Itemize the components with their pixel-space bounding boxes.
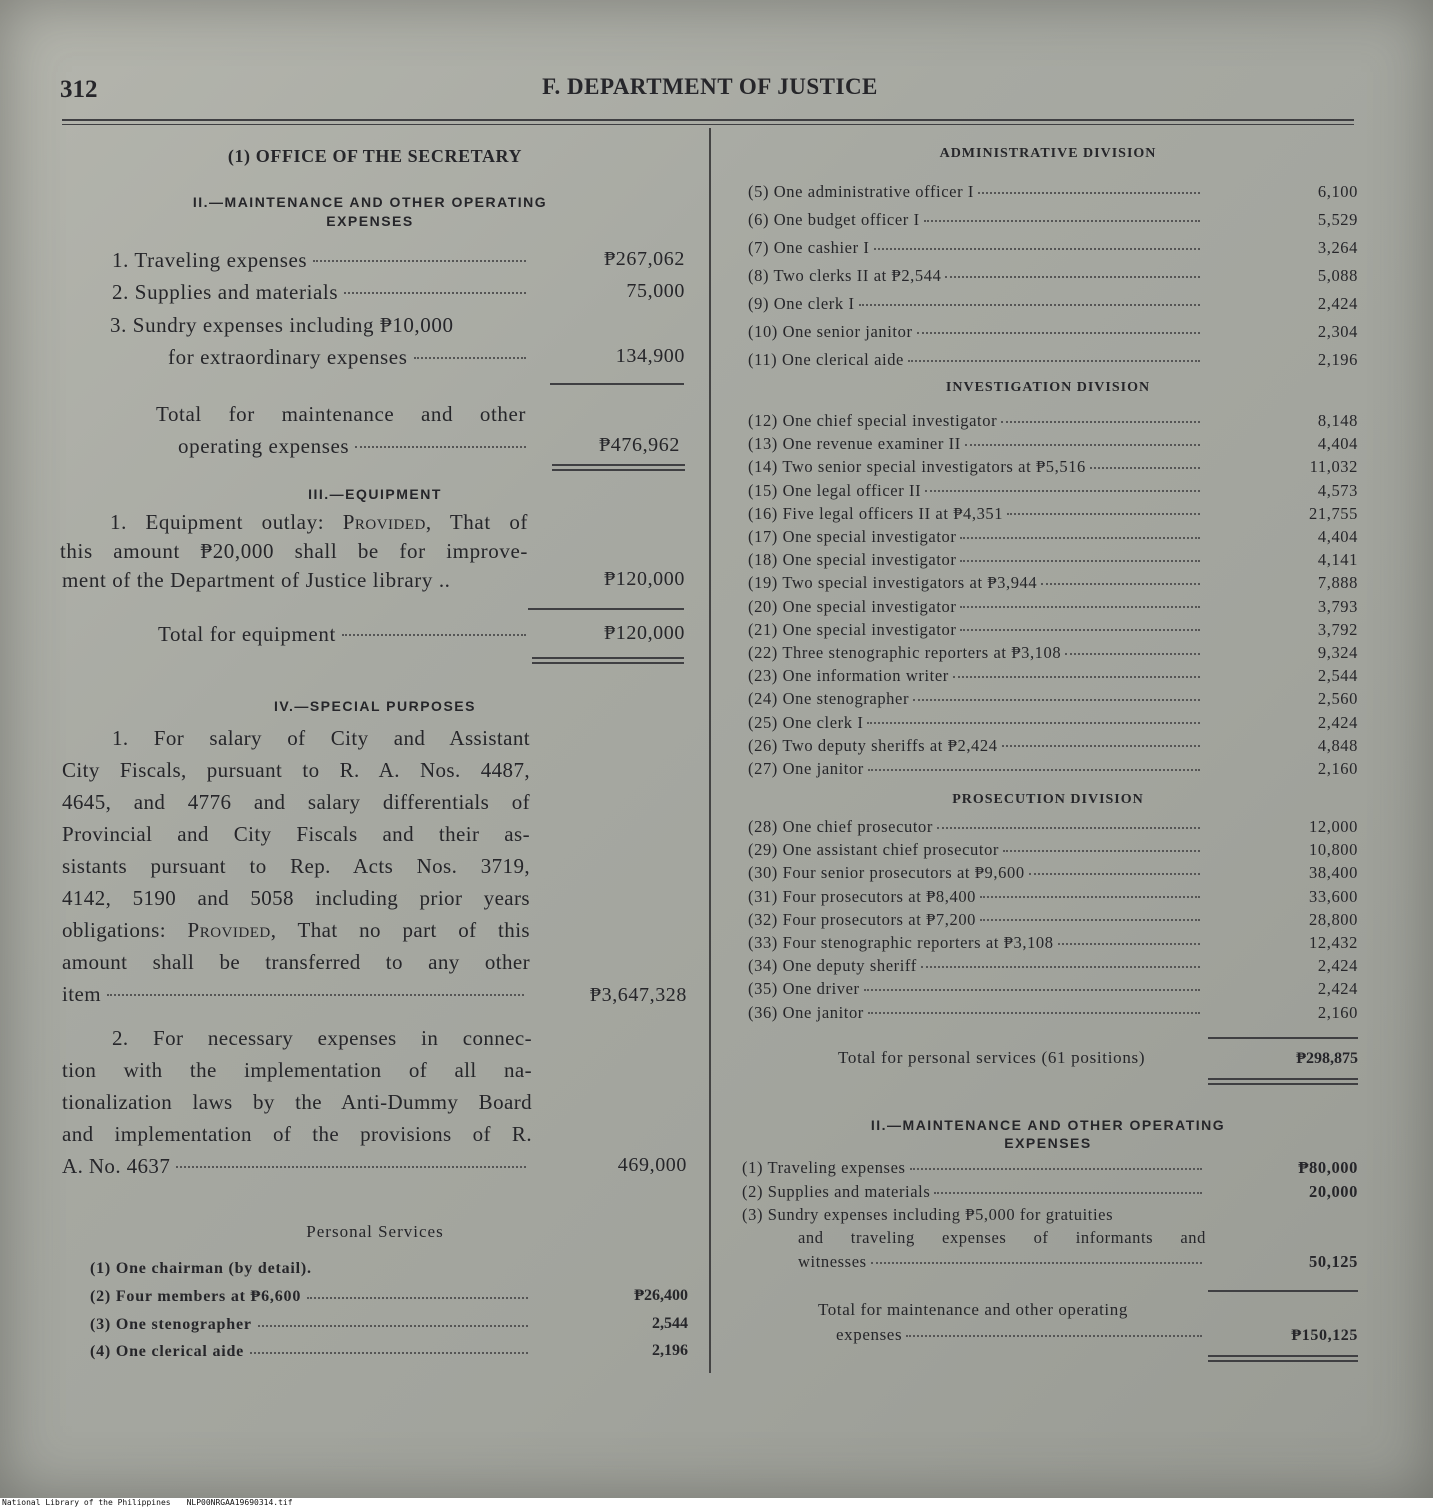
right-total-rule-2: [1208, 1360, 1358, 1362]
right-mooe-heading-2: EXPENSES: [1004, 1135, 1092, 1151]
mooe-item-traveling: [112, 248, 532, 273]
position-row: [748, 910, 1358, 932]
special-purpose-2: [62, 1022, 532, 1182]
mooe-heading-2: EXPENSES: [326, 213, 414, 229]
position-label: (19) Two special investigators at ₱3,944: [748, 573, 1038, 593]
position-row: [748, 956, 1358, 978]
position-row: [748, 411, 1358, 433]
position-label: (18) One special investigator: [748, 550, 957, 570]
special-heading: IV.—SPECIAL PURPOSES: [274, 698, 476, 714]
position-amount: 3,264: [1317, 238, 1358, 257]
mooe-item-supplies: [112, 280, 532, 305]
position-amount: 5,529: [1317, 210, 1358, 229]
position-row: [748, 933, 1358, 955]
mooe-amount-traveling: ₱267,062: [604, 248, 685, 270]
position-amount: 2,424: [1317, 294, 1358, 313]
equip-total: [158, 622, 532, 647]
position-label: (8) Two clerks II at ₱2,544: [748, 266, 942, 285]
position-amount: 2,560: [1317, 689, 1358, 709]
position-amount: 12,432: [1309, 933, 1358, 952]
admin-division-heading: ADMINISTRATIVE DIVISION: [939, 146, 1157, 161]
position-row: [748, 620, 1358, 642]
position-label: (9) One clerk I: [748, 294, 855, 313]
position-label: (31) Four prosecutors at ₱8,400: [748, 886, 977, 906]
sp1-line: 4645, and 4776 and salary differentials of: [62, 790, 530, 814]
right-mooe-total-line-2: [836, 1325, 1358, 1347]
position-label: (33) Four stenographic reporters at ₱3,108: [748, 933, 1054, 952]
position-label: (27) One janitor: [748, 759, 864, 778]
equip-text: 1. Equipment outlay:: [110, 510, 343, 534]
position-label: (22) Three stenographic reporters at ₱3,108: [748, 643, 1062, 662]
position-label: (35) One driver: [748, 979, 860, 999]
prosecution-division-heading: PROSECUTION DIVISION: [952, 792, 1144, 807]
position-row: [748, 350, 1358, 372]
position-amount: 4,141: [1317, 550, 1358, 570]
sundry-label: for extraordinary expenses: [168, 345, 408, 369]
sp2-line: tion with the implementation of all na-: [62, 1058, 532, 1082]
personal-services-heading: Personal Services: [306, 1222, 444, 1241]
sp1-line: sistants pursuant to Rep. Acts Nos. 3719,: [62, 854, 530, 878]
personal-item: [90, 1288, 534, 1306]
position-row: [748, 863, 1358, 885]
equip-line-1: [110, 510, 528, 535]
sp1-line: 1. For salary of City and Assistant: [112, 726, 530, 750]
position-label: (17) One special investigator: [748, 527, 957, 546]
equip-total-amount: ₱120,000: [604, 622, 685, 644]
right-total-rule: [1208, 1355, 1358, 1357]
position-amount: 10,800: [1309, 840, 1358, 860]
position-row: [748, 759, 1358, 781]
right-sundry-line-3: [798, 1252, 1358, 1274]
position-amount: 4,573: [1317, 480, 1358, 500]
sp2-line: tionalization laws by the Anti-Dummy Board: [62, 1090, 532, 1114]
position-row: [748, 817, 1358, 839]
position-row: [748, 840, 1358, 862]
position-row: [748, 1003, 1358, 1025]
position-row: [748, 597, 1358, 619]
equip-line-3: ment of the Department of Justice library ..: [62, 568, 451, 592]
position-label: (25) One clerk I: [748, 712, 864, 732]
right-mooe-item: [742, 1158, 1358, 1180]
sundry-line-1: 3. Sundry expenses including ₱10,000: [110, 313, 454, 337]
footer-file: NLP00NRGAA19690314.tif: [186, 1498, 293, 1507]
special-purpose-1: [62, 722, 530, 1010]
position-label: (12) One chief special investigator: [748, 411, 998, 430]
ps-total-amount: ₱298,875: [1296, 1050, 1358, 1067]
page-number: 312: [60, 76, 98, 103]
position-label: (5) One administrative officer I: [748, 182, 974, 201]
position-label: (30) Four senior prosecutors at ₱9,600: [748, 863, 1025, 883]
position-amount: 3,792: [1317, 619, 1358, 639]
mooe-amount-supplies: 75,000: [626, 280, 685, 302]
position-label: (34) One deputy sheriff: [748, 956, 917, 976]
position-label: (16) Five legal officers II at ₱4,351: [748, 503, 1004, 523]
position-row: [748, 434, 1358, 456]
personal-item: [90, 1260, 530, 1278]
personal-item: [90, 1316, 534, 1334]
header-rule-2: [62, 124, 1354, 125]
position-amount: 4,404: [1317, 527, 1358, 546]
personal-item: [90, 1343, 534, 1361]
sundry-amount: 134,900: [615, 345, 685, 367]
mooe-total-amount: ₱476,962: [599, 434, 680, 456]
position-amount: 2,160: [1317, 1002, 1358, 1022]
personal-amount: 2,544: [652, 1315, 688, 1332]
page-title: F. DEPARTMENT OF JUSTICE: [542, 74, 878, 99]
header-rule: [62, 119, 1354, 121]
right-mooe-label: (1) Traveling expenses: [742, 1158, 906, 1177]
position-amount: 2,196: [1317, 350, 1358, 369]
right-sundry-line-1: (3) Sundry expenses including ₱5,000 for gratuities: [742, 1205, 1114, 1224]
position-row: [748, 643, 1358, 665]
ps-subtotal-rule: [1208, 1037, 1358, 1039]
sp2-line: and implementation of the provisions of R.: [62, 1122, 532, 1146]
position-amount: 3,793: [1317, 596, 1358, 616]
position-label: (32) Four prosecutors at ₱7,200: [748, 909, 977, 929]
personal-label: (2) Four members at ₱6,600: [90, 1288, 302, 1305]
sp1-text: , That no part of this: [270, 918, 531, 942]
position-row: [748, 550, 1358, 572]
sp2-text: A. No. 4637: [62, 1154, 171, 1178]
personal-label: (4) One clerical aide: [90, 1343, 245, 1360]
right-mooe-total-label: expenses: [836, 1325, 903, 1344]
position-amount: 21,755: [1309, 503, 1358, 523]
sp1-amount: ₱3,647,328: [589, 984, 687, 1006]
position-row: [748, 481, 1358, 503]
position-amount: 4,404: [1317, 434, 1358, 454]
right-sundry-label: witnesses: [798, 1252, 867, 1271]
position-amount: 28,800: [1309, 909, 1358, 929]
position-row: [748, 887, 1358, 909]
column-divider: [709, 128, 711, 1373]
position-amount: 2,424: [1317, 956, 1358, 976]
position-amount: 4,848: [1317, 735, 1358, 755]
position-label: (6) One budget officer I: [748, 210, 920, 229]
sp1-text: item: [62, 982, 101, 1006]
item-label: 1. Traveling expenses: [112, 248, 308, 272]
sp1-line-7: [62, 914, 530, 946]
right-mooe-item: [742, 1182, 1358, 1204]
item-label: 2. Supplies and materials: [112, 280, 339, 304]
position-row: [748, 979, 1358, 1001]
sp2-amount: 469,000: [617, 1154, 687, 1176]
position-row: [748, 527, 1358, 549]
sp1-line: amount shall be transferred to any other: [62, 950, 530, 974]
position-label: (20) One special investigator: [748, 596, 957, 616]
position-row: [748, 266, 1358, 288]
position-row: [748, 238, 1358, 260]
provided-term: Provided: [342, 510, 426, 534]
position-row: [748, 457, 1358, 479]
total-rule-2: [552, 469, 685, 471]
total-rule: [552, 464, 685, 466]
right-mooe-heading: II.—MAINTENANCE AND OTHER OPERATING: [870, 1117, 1226, 1133]
equip-total-rule-2: [532, 662, 684, 664]
mooe-total-line-2: [178, 434, 532, 459]
position-row: [748, 182, 1358, 204]
position-amount: 2,424: [1317, 979, 1358, 999]
sp1-line: City Fiscals, pursuant to R. A. Nos. 4487,: [62, 758, 530, 782]
personal-amount: 2,196: [652, 1342, 688, 1359]
position-label: (28) One chief prosecutor: [748, 817, 933, 836]
investigation-division-heading: INVESTIGATION DIVISION: [945, 380, 1151, 395]
mooe-heading: II.—MAINTENANCE AND OTHER OPERATING: [192, 194, 548, 210]
position-amount: 8,148: [1317, 411, 1358, 430]
position-amount: 12,000: [1309, 817, 1358, 836]
ps-total-rule: [1208, 1078, 1358, 1080]
right-mooe-total-line-1: Total for maintenance and other operating: [818, 1300, 1128, 1319]
equip-text: , That of: [425, 510, 529, 534]
subtotal-rule: [550, 383, 684, 385]
position-row: [748, 713, 1358, 735]
position-label: (23) One information writer: [748, 666, 949, 686]
position-label: (10) One senior janitor: [748, 322, 913, 341]
position-label: (11) One clerical aide: [748, 350, 904, 369]
position-label: (15) One legal officer II: [748, 480, 922, 500]
right-mooe-total-amount: ₱150,125: [1291, 1327, 1358, 1344]
sundry-line-2: [168, 345, 532, 370]
position-amount: 7,888: [1317, 573, 1358, 593]
position-label: (21) One special investigator: [748, 619, 957, 639]
sp1-line: 4142, 5190 and 5058 including prior years: [62, 886, 530, 910]
footer-library: National Library of the Philippines: [2, 1498, 171, 1507]
equip-amount: ₱120,000: [604, 568, 685, 590]
position-amount: 11,032: [1309, 457, 1358, 477]
position-amount: 5,088: [1317, 266, 1358, 285]
right-mooe-amount: 20,000: [1309, 1182, 1358, 1201]
position-label: (7) One cashier I: [748, 238, 870, 257]
personal-label: (3) One stenographer: [90, 1316, 252, 1333]
right-sundry-amount: 50,125: [1309, 1252, 1358, 1271]
position-row: [748, 322, 1358, 344]
equip-total-label: Total for equipment: [158, 622, 336, 646]
right-mooe-amount: ₱80,000: [1298, 1158, 1358, 1177]
personal-amount: ₱26,400: [634, 1287, 688, 1304]
right-mooe-label: (2) Supplies and materials: [742, 1182, 931, 1201]
position-label: (36) One janitor: [748, 1002, 864, 1022]
position-row: [748, 294, 1358, 316]
position-row: [748, 736, 1358, 758]
office-heading: (1) OFFICE OF THE SECRETARY: [227, 146, 523, 166]
position-amount: 2,544: [1317, 666, 1358, 686]
provided-term: Provided: [187, 918, 271, 942]
position-amount: 6,100: [1317, 182, 1358, 201]
total-label: operating expenses: [178, 434, 350, 458]
position-row: [748, 504, 1358, 526]
position-label: (13) One revenue examiner II: [748, 434, 961, 454]
position-amount: 2,304: [1317, 322, 1358, 341]
personal-label: (1) One chairman (by detail).: [90, 1260, 312, 1277]
mooe-total-line-1: Total for maintenance and other: [156, 402, 526, 426]
sp1-last-line: [62, 978, 530, 1010]
position-amount: 2,424: [1317, 712, 1358, 732]
sp2-line: 2. For necessary expenses in connec-: [112, 1026, 532, 1050]
equipment-heading: III.—EQUIPMENT: [308, 486, 442, 502]
right-mooe-subtotal-rule: [1208, 1290, 1358, 1292]
position-row: [748, 689, 1358, 711]
position-row: [748, 666, 1358, 688]
equip-rule: [528, 608, 684, 610]
ps-total-label: Total for personal services (61 positions): [838, 1048, 1146, 1067]
position-amount: 33,600: [1309, 886, 1358, 906]
sp1-text: obligations:: [62, 918, 188, 942]
equip-total-rule: [532, 657, 684, 659]
position-amount: 9,324: [1317, 643, 1358, 662]
equip-line-2: this amount ₱20,000 shall be for improve-: [60, 539, 528, 563]
ps-total-rule-2: [1208, 1083, 1358, 1085]
position-row: [748, 573, 1358, 595]
sp2-last-line: [62, 1150, 532, 1182]
position-amount: 38,400: [1309, 863, 1358, 883]
right-sundry-line-2: and traveling expenses of informants and: [798, 1228, 1206, 1247]
sp1-line: Provincial and City Fiscals and their as-: [62, 822, 530, 846]
position-row: [748, 210, 1358, 232]
position-label: (26) Two deputy sheriffs at ₱2,424: [748, 735, 998, 755]
position-amount: 2,160: [1317, 759, 1358, 778]
position-label: (14) Two senior special investigators at ₱5,516: [748, 457, 1086, 477]
position-label: (24) One stenographer: [748, 689, 910, 709]
scan-footer: [0, 1498, 1433, 1508]
position-label: (29) One assistant chief prosecutor: [748, 840, 1000, 860]
